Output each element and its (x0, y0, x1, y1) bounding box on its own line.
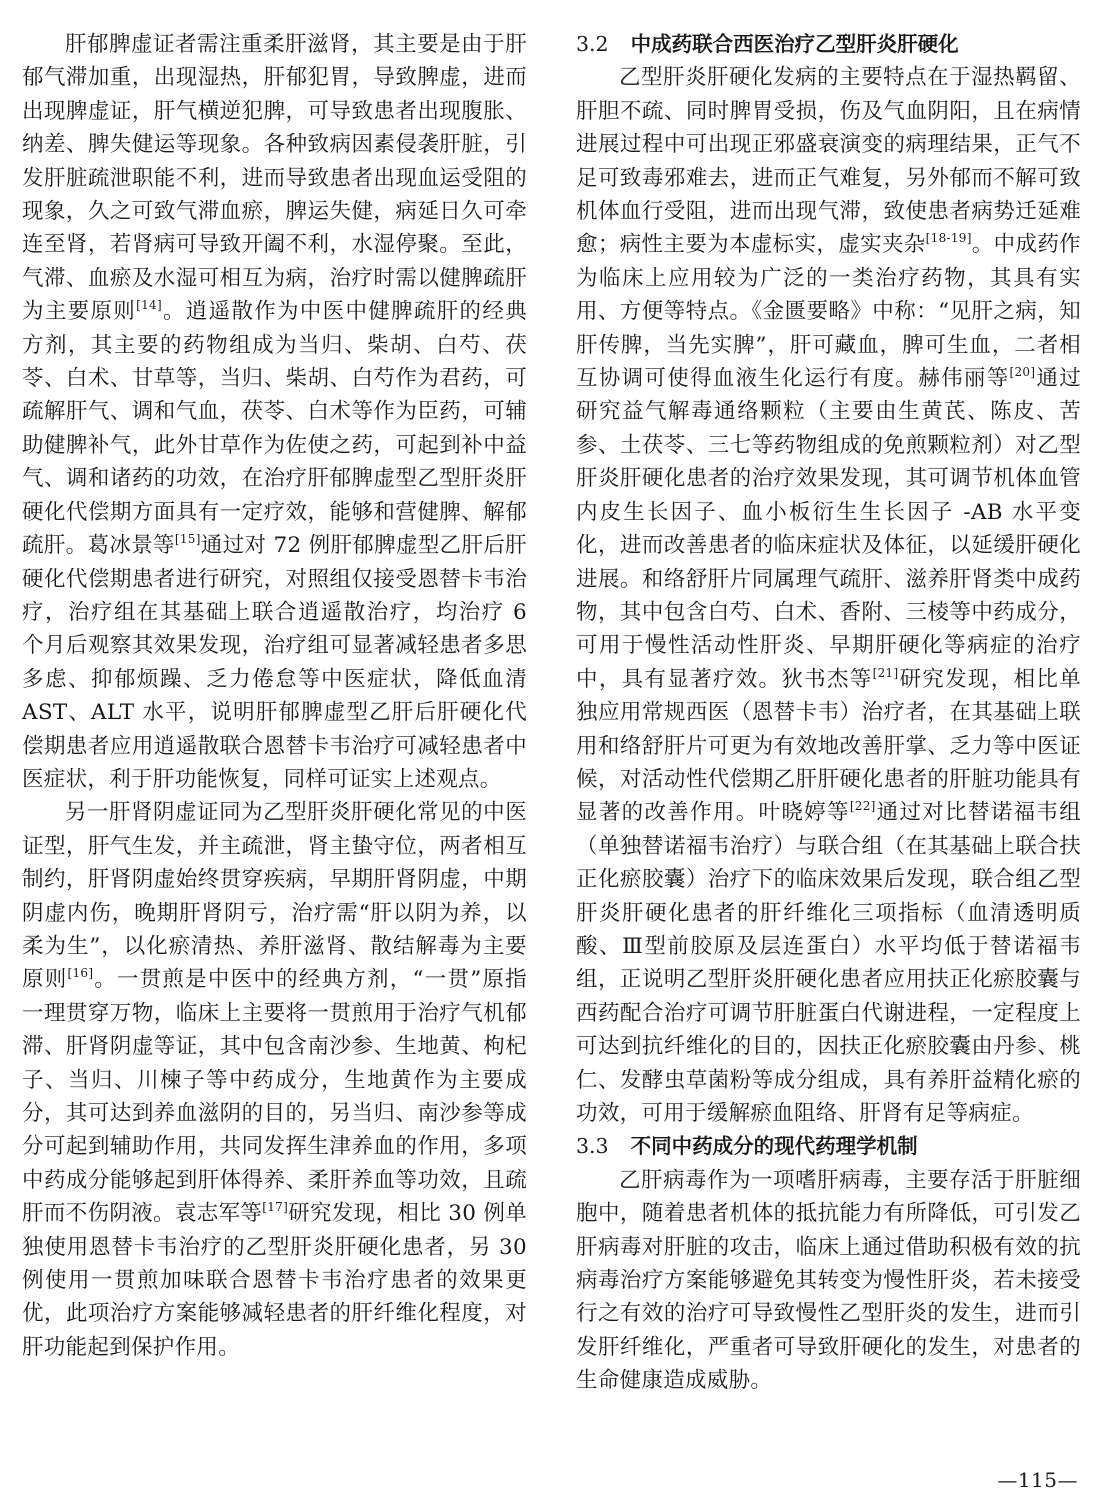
right-column (576, 28, 1081, 1398)
citation-ref: [14] (136, 298, 162, 313)
citation-ref: [18-19] (925, 231, 972, 246)
citation-ref: [21] (872, 665, 899, 680)
citation-ref: [20] (1009, 365, 1036, 380)
section-heading-3-2: 3.2 中成药联合西医治疗乙型肝炎肝硬化 (576, 32, 959, 56)
citation-ref: [17] (262, 1200, 289, 1215)
citation-ref: [15] (174, 532, 201, 547)
paragraph-hbv-pharmacology: 乙肝病毒作为一项嗜肝病毒，主要存活于肝脏细胞中，随着患者机体的抵抗能力有所降低，可引发乙肝病毒对肝脏的攻击，临床上通过借助积极有效的抗病毒治疗方案能够避免其转变为慢性肝炎，若未接受行之有效的治疗可导致慢性乙型肝炎的发生，进而引发肝纤维化，严重者可导致肝硬化的发生，对患者的生命健康造成威胁。 (576, 1167, 1081, 1394)
paragraph-chinese-patent-medicine: 乙型肝炎肝硬化发病的主要特点在于湿热羁留、肝胆不疏、同时脾胃受损，伤及气血阴阳，且在病情进展过程中可出现正邪盛衰演变的病理结果，正气不足可致毒邪难去，进而正气难复，另外郁而不解可致机体血行受阻，进而出现气滞，致使患者病势迁延难愈；病性主要为本虚标实，虚实夹杂[18-19]。中成药作为临床上应用较为广泛的一类治疗药物，其具有实用、方便等特点。《金匮要略》中称：“见肝之病，知肝传脾，当先实脾”，肝可藏血，脾可生血，二者相互协调可使得血液生化运行有度。赫伟丽等[20]通过研究益气解毒通络颗粒（主要由生黄芪、陈皮、苦参、土茯苓、三七等药物组成的免煎颗粒剂）对乙型肝炎肝硬化患者的治疗效果发现，其可调节机体血管内皮生长因子、血小板衍生生长因子 -AB 水平变化，进而改善患者的临床症状及体征，以延缓肝硬化进展。和络舒肝片同属理气疏肝、滋养肝肾类中成药物，其中包含白芍、白术、香附、三棱等中药成分，可用于慢性活动性肝炎、早期肝硬化等病症的治疗中，具有显著疗效。狄书杰等[21]研究发现，相比单独应用常规西医（恩替卡韦）治疗者，在其基础上联用和络舒肝片可更为有效地改善肝掌、乏力等中医证候，对活动性代偿期乙肝肝硬化患者的肝脏功能具有显著的改善作用。叶晓婷等[22]通过对比替诺福韦组（单独替诺福韦治疗）与联合组（在其基础上联合扶正化瘀胶囊）治疗下的临床效果后发现，联合组乙型肝炎肝硬化患者的肝纤维化三项指标（血清透明质酸、Ⅲ型前胶原及层连蛋白）水平均低于替诺福韦组，正说明乙型肝炎肝硬化患者应用扶正化瘀胶囊与西药配合治疗可调节肝脏蛋白代谢进程，一定程度上可达到抗纤维化的目的，因扶正化瘀胶囊由丹参、桃仁、发酵虫草菌粉等成分组成，具有养肝益精化瘀的功效，可用于缓解瘀血阻络、肝肾有足等病症。 (576, 65, 1082, 1126)
citation-ref: [16] (67, 966, 94, 981)
paragraph-liver-kidney: 另一肝肾阴虚证同为乙型肝炎肝硬化常见的中医证型，肝气生发，并主疏泄，肾主蛰守位，两者相互制约，肝肾阴虚始终贯穿疾病，早期肝肾阴虚，中期阴虚内伤，晚期肝肾阴亏，治疗需“肝以阴为养，以柔为生”，以化瘀清热、养肝滋肾、散结解毒为主要原则[16]。一贯煎是中医中的经典方剂，“一贯”原指一理贯穿万物，临床上主要将一贯煎用于治疗气机郁滞、肝肾阴虚等证，其中包含南沙参、生地黄、枸杞子、当归、川楝子等中药成分，生地黄作为主要成分，其可达到养血滋阴的目的，另当归、南沙参等成分可起到辅助作用，共同发挥生津养血的作用，多项中药成分能够起到肝体得养、柔肝养血等功效，且疏肝而不伤阴液。袁志军等[17]研究发现，相比 30 例单独使用恩替卡韦治疗的乙型肝炎肝硬化患者，另 30 例使用一贯煎加味联合恩替卡韦治疗患者的效果更优，此项治疗方案能够减轻患者的肝纤维化程度，对肝功能起到保护作用。 (22, 800, 527, 1360)
section-heading-3-3: 3.3 不同中药成分的现代药理学机制 (576, 1134, 918, 1159)
citation-ref: [22] (849, 799, 876, 814)
left-column (22, 28, 527, 1364)
paragraph-liver-spleen: 肝郁脾虚证者需注重柔肝滋肾，其主要是由于肝郁气滞加重，出现湿热，肝郁犯胃，导致脾虚，进而出现脾虚证，肝气横逆犯脾，可导致患者出现腹胀、纳差、脾失健运等现象。各种致病因素侵袭肝脏，引发肝脏疏泄职能不利，进而导致患者出现血运受阻的现象，久之可致气滞血瘀，脾运失健，病延日久可牵连至肾，若肾病可导致开阖不利，水湿停聚。至此，气滞、血瘀及水湿可相互为病，治疗时需以健脾疏肝为主要原则[14]。逍遥散作为中医中健脾疏肝的经典方剂，其主要的药物组成为当归、柴胡、白芍、茯苓、白术、甘草等，当归、柴胡、白芍作为君药，可疏解肝气、调和气血，茯苓、白术等作为臣药，可辅助健脾补气，此外甘草作为佐使之药，可起到补中益气、调和诸药的功效，在治疗肝郁脾虚型乙型肝炎肝硬化代偿期方面具有一定疗效，能够和营健脾、解郁疏肝。葛冰景等[15]通过对 72 例肝郁脾虚型乙肝后肝硬化代偿期患者进行研究，对照组仅接受恩替卡韦治疗，治疗组在其基础上联合逍遥散治疗，均治疗 6 个月后观察其效果发现，治疗组可显著减轻患者多思多虑、抑郁烦躁、乏力倦怠等中医症状，降低血清 AST、ALT 水平，说明肝郁脾虚型乙肝后肝硬化代偿期患者应用逍遥散联合恩替卡韦治疗可减轻患者中医症状，利于肝功能恢复，同样可证实上述观点。 (22, 32, 527, 792)
page-number: —115— (997, 1468, 1078, 1492)
